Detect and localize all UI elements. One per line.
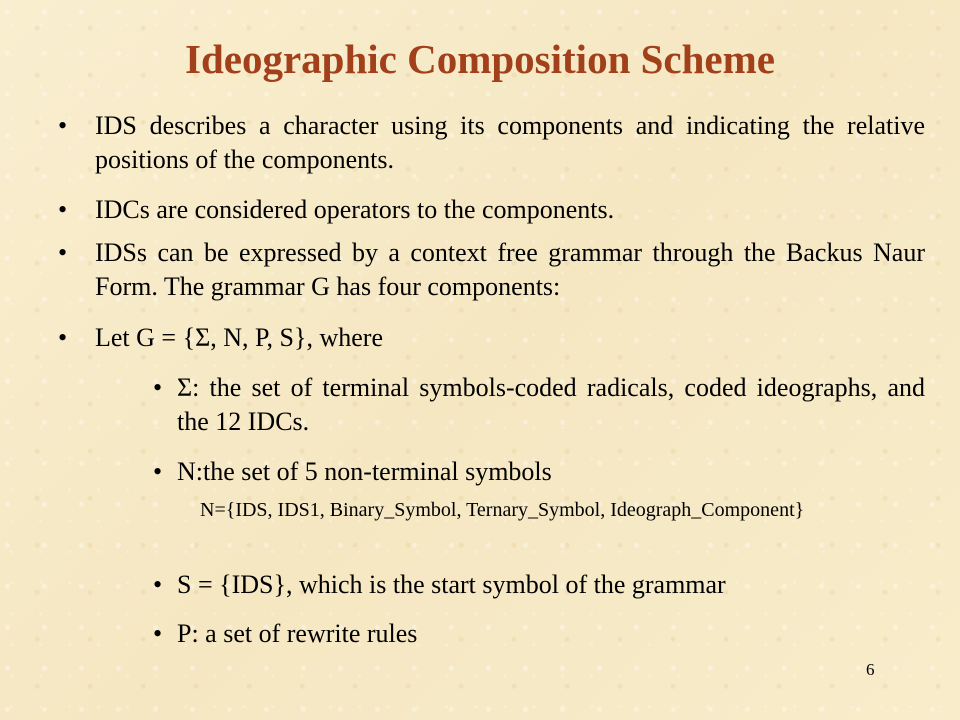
sub-bullet-marker: • xyxy=(153,619,163,648)
bullet-text: IDCs are considered operators to the components. xyxy=(95,195,615,224)
sub-bullet-text: S = {IDS}, which is the start symbol of the grammar xyxy=(177,570,726,599)
sub-bullet-text: P: a set of rewrite rules xyxy=(177,619,418,648)
sub-bullet-text: N:the set of 5 non-terminal symbols xyxy=(177,457,552,486)
bullet-marker: • xyxy=(58,323,68,352)
sub-bullet-marker: • xyxy=(153,457,163,486)
bullet-text: Let G = {Σ, N, P, S}, where xyxy=(95,323,384,352)
slide-title: Ideographic Composition Scheme xyxy=(185,36,775,82)
page-number: 6 xyxy=(866,660,875,679)
bullet-text: IDS describes a character using its components and indicating the relative positions of the components. xyxy=(95,111,925,174)
sub-bullet-marker: • xyxy=(153,570,163,599)
sub-bullet-text: Σ: the set of terminal symbols-coded radicals, coded ideographs, and the 12 IDCs. xyxy=(177,373,925,436)
non-terminal-definition: N={IDS, IDS1, Binary_Symbol, Ternary_Symbol, Ideograph_Component} xyxy=(200,499,805,521)
sub-bullet-marker: • xyxy=(153,373,163,402)
bullet-marker: • xyxy=(58,111,68,140)
bullet-text: IDSs can be expressed by a context free grammar through the Backus Naur Form. The grammar G has four components: xyxy=(95,238,925,301)
bullet-marker: • xyxy=(58,238,68,267)
bullet-marker: • xyxy=(58,195,68,224)
